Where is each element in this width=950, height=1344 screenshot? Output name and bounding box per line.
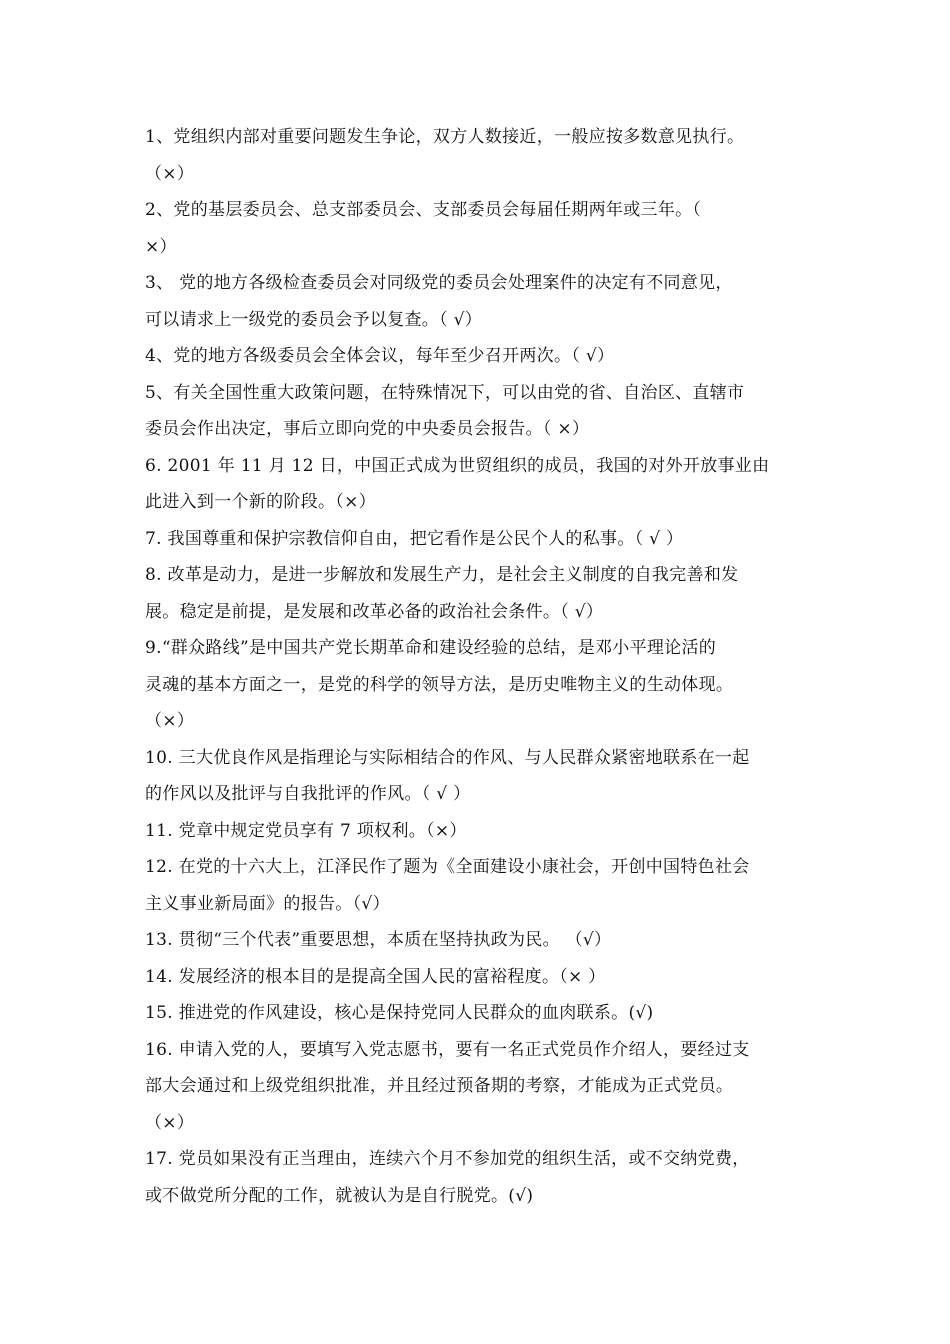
text-line: 灵魂的基本方面之一，是党的科学的领导方法，是历史唯物主义的生动体现。: [145, 674, 734, 695]
text-line: （×）: [145, 163, 195, 184]
text-line: 8. 改革是动力，是进一步解放和发展生产力，是社会主义制度的自我完善和发: [145, 565, 739, 585]
text-line: 13. 贯彻“三个代表”重要思想，本质在坚持执政为民。 （√）: [145, 930, 612, 950]
text-line: 11. 党章中规定党员享有 7 项权利。（×）: [145, 820, 467, 841]
text-line: 3、 党的地方各级检查委员会对同级党的委员会处理案件的决定有不同意见，: [145, 273, 733, 293]
text-line: （×）: [145, 711, 195, 731]
text-line: 委员会作出决定，事后立即向党的中央委员会报告。（ ×）: [145, 419, 590, 439]
text-line: 部大会通过和上级党组织批准，并且经过预备期的考察，才能成为正式党员。: [145, 1076, 734, 1096]
text-line: 15. 推进党的作风建设，核心是保持党同人民群众的血肉联系。(√): [145, 1003, 654, 1023]
text-line: 12. 在党的十六大上，江泽民作了题为《全面建设小康社会，开创中国特色社会: [145, 857, 750, 877]
text-line: 4、党的地方各级委员会全体会议，每年至少召开两次。（ √）: [145, 346, 615, 366]
text-line: 的作风以及批评与自我批评的作风。（ √ ）: [145, 784, 471, 804]
text-line: 展。稳定是前提，是发展和改革必备的政治社会条件。（ √）: [145, 601, 604, 622]
document-body: [145, 119, 825, 1214]
text-line: 1、党组织内部对重要问题发生争论，双方人数接近，一般应按多数意见执行。: [145, 127, 745, 147]
text-line: 此进入到一个新的阶段。（×）: [145, 492, 376, 512]
text-line: 5、有关全国性重大政策问题，在特殊情况下，可以由党的省、自治区、直辖市: [145, 382, 745, 403]
text-line: 可以请求上一级党的委员会予以复查。（ √）: [145, 309, 483, 330]
text-line: 6. 2001 年 11 月 12 日，中国正式成为世贸组织的成员，我国的对外开放事业由: [145, 455, 770, 476]
text-line: 16. 申请入党的人，要填写入党志愿书，要有一名正式党员作介绍人，要经过支: [145, 1039, 750, 1060]
text-line: ×）: [145, 236, 177, 257]
text-line: 7. 我国尊重和保护宗教信仰自由，把它看作是公民个人的私事。（ √ ）: [145, 528, 684, 549]
text-line: 17. 党员如果没有正当理由，连续六个月不参加党的组织生活，或不交纳党费，: [145, 1149, 750, 1169]
text-line: （×）: [145, 1112, 195, 1133]
text-line: 10. 三大优良作风是指理论与实际相结合的作风、与人民群众紧密地联系在一起: [145, 747, 750, 768]
text-line: 14. 发展经济的根本目的是提高全国人民的富裕程度。（× ）: [145, 966, 606, 987]
text-line: 9.“群众路线”是中国共产党长期革命和建设经验的总结，是邓小平理论活的: [145, 638, 717, 658]
text-line: 或不做党所分配的工作，就被认为是自行脱党。(√): [145, 1185, 534, 1206]
text-line: 2、党的基层委员会、总支部委员会、支部委员会每届任期两年或三年。（: [145, 200, 702, 220]
text-line: 主义事业新局面》的报告。（√）: [145, 893, 390, 914]
